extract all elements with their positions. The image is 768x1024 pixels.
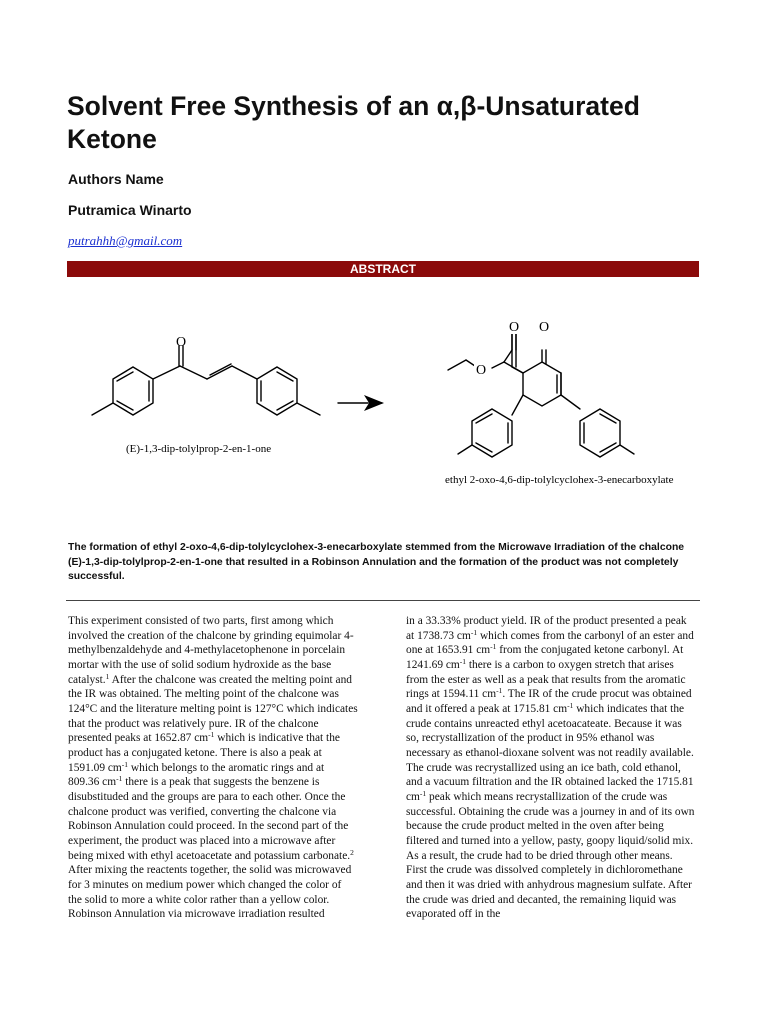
product-structure [448,331,634,457]
superscript: -1 [490,642,497,652]
abstract-caption: The formation of ethyl 2-oxo-4,6-dip-tolylcyclohex-3-enecarboxylate stemmed from the Microwave Irradiation of the chalcone (E)-1,3-dip-tolylprop-2-en-1-one that resulted in a Robinson Annulation and the formation of the product was not completely successful. [68,542,685,583]
superscript: -1 [208,730,215,740]
author-name: Putramica Winarto [68,202,192,218]
superscript: -1 [121,759,129,769]
superscript: -1 [567,701,574,711]
reactant-label: (E)-1,3-dip-tolylprop-2-en-1-one [126,443,272,455]
text-run: from the conjugated ketone carbonyl. At 1241.69 cm [406,644,684,672]
author-email-link[interactable]: putrahhh@gmail.com [68,233,183,248]
reaction-scheme [68,312,700,502]
reactant-carbonyl-o: O [175,335,187,350]
text-run: there is a carbon to oxygen stretch that arises from the ester as well as a peak that results from the aromatic rings at 1594.11 cm [406,659,686,701]
text-run: which is indicative that the product has a conjugated ketone. There is also a peak at 1591.09 cm [68,732,340,774]
text-run: After the chalcone was created the melting point and the IR was obtained. The melting point of the chalcone was 124°C and the literature melting point is 127°C which indicates that the product was relatively pure. IR of the chalcone presented peaks at 1652.87 cm [68,673,358,745]
superscript: -1 [116,774,123,784]
text-run: . The IR of the crude procut was obtained and it offered a peak at 1715.81 cm [406,688,692,716]
text-run: in a 33.33% product yield. IR of the product presented a peak at 1738.73 cm [406,615,687,642]
superscript: 1 [105,671,110,681]
text-run: which comes from the carbonyl of an ester and one at 1653.91 cm [406,629,694,657]
text-run: After mixing the reactents together, the solid was microwaved for 3 minutes on medium power which changed the color of the solid to more a white color rather than a yellow color. Robinson Annulation via microwave irradiation resulted [68,864,352,921]
product-ester-carbonyl-o: O [508,320,520,335]
product-ketone-o: O [538,320,550,335]
text-run: This experiment consisted of two parts, first among which involved the creation of the chalcone by grinding equimolar 4-methylbenzaldehyde and 4-methylacetophenone in porcelain mortar with the use of solid sodium hydroxide as the base catalyst. [68,615,354,686]
product-label: ethyl 2-oxo-4,6-dip-tolylcyclohex-3-enecarboxylate [445,474,674,486]
superscript: -1 [459,657,467,667]
body-column-left [68,614,358,922]
section-divider [66,600,700,601]
body-text-left [68,614,358,922]
paper-title: Solvent Free Synthesis of an α,β-Unsaturated Ketone [67,91,640,154]
text-run: which belongs to the aromatic rings and at 809.36 cm [68,761,325,789]
superscript: 2 [350,847,354,857]
body-text-right [406,614,696,922]
superscript: -1 [496,686,503,696]
authors-label: Authors Name [68,171,164,187]
text-run: peak which means recrystallization of the crude was successful. Obtaining the crude was a journey in and of its own because the crude product melted in the oven after being filtered and turned into a yellow, pasty, goopy liquid/solid mix. As a result, the crude had to be dried through other means. First the crude was dissolved completely in dichloromethane and then it was dried with anhydrous magnesium sulfate. After the crude was dried and decanted, the remaining liquid was evaporated off in the [406,791,695,921]
superscript: -1 [419,789,427,799]
abstract-heading: ABSTRACT [67,261,699,277]
body-column-right [406,614,696,922]
product-ester-o: O [475,363,487,378]
superscript: -1 [470,627,478,637]
text-run: which indicates that the crude contains unreacted ethyl acetoacateate. Because it was so, recrystallization of the product in 95% ethanol was necessary as ethanol-dioxane solvent was not readily available. The crude was recrystallized using an ice bath, cold ethanol, and a vacuum filtration and the IR obtained lacked the 1715.81 cm [406,703,694,804]
reactant-structure [92,346,320,415]
text-run: there is a peak that suggests the benzene is disubstituded and the groups are para to each other. Once the chalcone product was verified, converting the chalcone via Robinson Annulation could proceed. In the second part of the experiment, the product was placed into a microwave after being mixed with ethyl acetoacetate and potassium carbonate. [68,776,351,862]
